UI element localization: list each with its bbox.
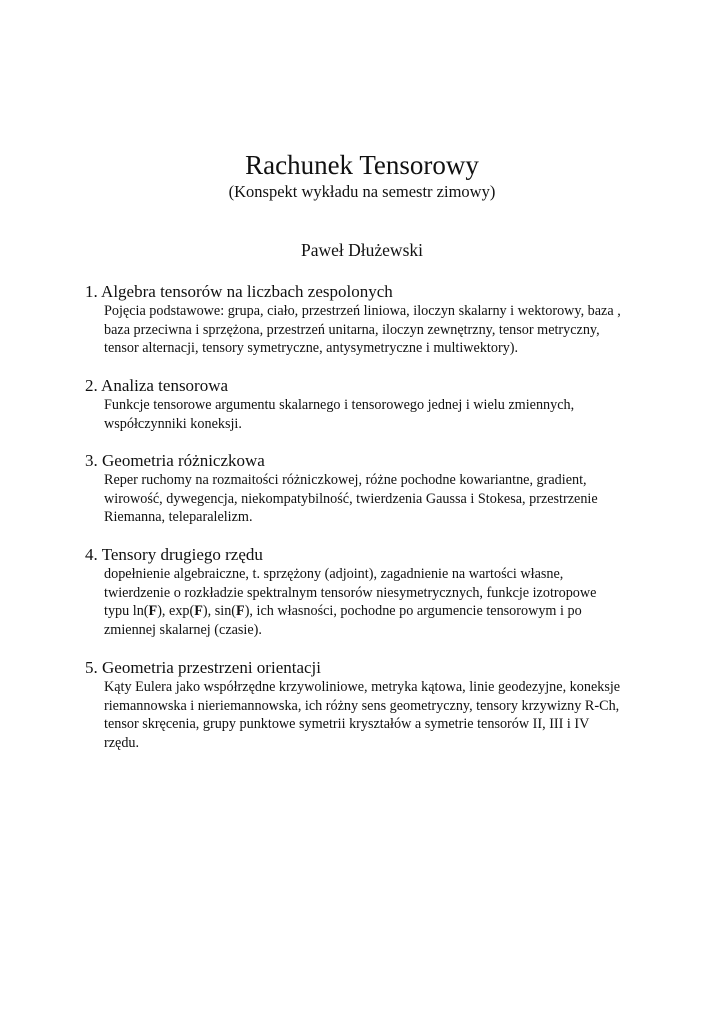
body-line: riemannowska i nieriemannowska, ich różny sens geometryczny, tensory krzywizny R-Ch, [104, 697, 620, 714]
body-line: baza przeciwna i sprzężona, przestrzeń unitarna, iloczyn zewnętrzny, tensor metryczny, [104, 321, 600, 338]
body-line: dopełnienie algebraiczne, t. sprzężony (adjoint), zagadnienie na wartości własne, [104, 566, 564, 582]
body-line-functions [104, 602, 655, 621]
body-line: Pojęcia podstawowe: grupa, ciało, przestrzeń liniowa, iloczyn skalarny i wektorowy, baza , [104, 303, 621, 319]
body-line: zmiennej skalarnej (czasie). [104, 621, 262, 638]
section-body [85, 302, 655, 358]
body-line: rzędu. [104, 734, 140, 751]
body-line: Funkcje tensorowe argumentu skalarnego i tensorowego jednej i wielu zmiennych, [104, 397, 575, 413]
body-line: współczynniki koneksji. [104, 415, 242, 432]
section-analysis [85, 376, 655, 433]
page-title: Rachunek Tensorowy [245, 150, 479, 180]
tensor-symbol: F [148, 603, 158, 619]
section-heading: 5. Geometria przestrzeni orientacji [85, 658, 321, 677]
text-fragment: ), exp( [157, 603, 195, 619]
page-subtitle: (Konspekt wykładu na semestr zimowy) [228, 182, 496, 201]
section-heading: 4. Tensory drugiego rzędu [85, 545, 263, 564]
body-line: wirowość, dywegencja, niekompatybilność, twierdzenia Gaussa i Stokesa, przestrzenie [104, 490, 598, 507]
text-fragment: typu ln( [104, 603, 149, 619]
section-heading: 1. Algebra tensorów na liczbach zespolonych [85, 282, 393, 301]
tensor-symbol: F [194, 603, 203, 619]
section-orientation-space [85, 658, 655, 752]
text-fragment: ), ich własności, pochodne po argumencie tensorowym i po [244, 603, 582, 619]
body-line: tensor skręcenia, grupy punktowe symetrii kryształów a symetrie tensorów II, III i IV [104, 716, 590, 732]
section-heading: 3. Geometria różniczkowa [85, 451, 265, 470]
section-geometry [85, 451, 655, 527]
section-algebra [85, 282, 655, 358]
section-heading: 2. Analiza tensorowa [85, 376, 229, 395]
body-line: Riemanna, teleparalelizm. [104, 509, 253, 525]
body-line: Reper ruchomy na rozmaitości różniczkowej, różne pochodne kowariantne, gradient, [104, 472, 587, 488]
section-body [85, 678, 655, 752]
tensor-symbol: F [236, 603, 245, 619]
body-line: Kąty Eulera jako współrzędne krzywoliniowe, metryka kątowa, linie geodezyjne, koneksje [104, 679, 621, 695]
section-body [85, 396, 655, 433]
section-second-order-tensors [85, 545, 655, 639]
section-body [85, 471, 655, 527]
author-name: Paweł Dłużewski [301, 240, 423, 260]
text-fragment: ), sin( [202, 603, 237, 619]
section-body [85, 565, 655, 639]
body-line: twierdzenie o rozkładzie spektralnym tensorów niesymetrycznych, funkcje izotropowe [104, 584, 597, 601]
body-line: tensor alternacji, tensory symetryczne, antysymetryczne i multiwektory). [104, 340, 519, 356]
